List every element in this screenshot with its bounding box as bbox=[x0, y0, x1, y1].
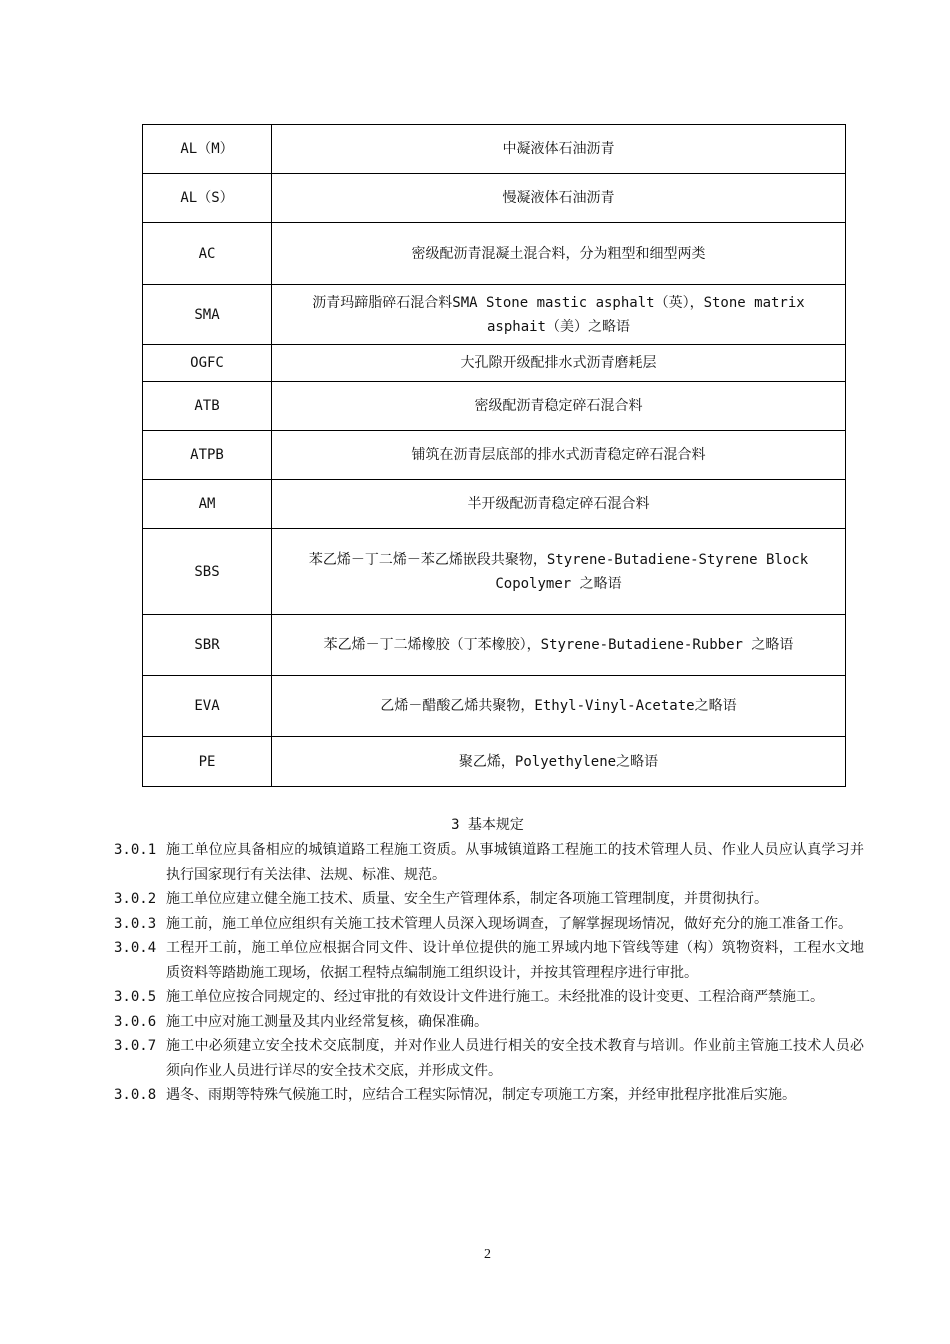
abbreviation-code: OGFC bbox=[143, 345, 272, 382]
abbreviation-description: 半开级配沥青稳定碎石混合料 bbox=[272, 480, 846, 529]
clause-number: 3.0.7 bbox=[114, 1038, 157, 1054]
table-row bbox=[143, 382, 846, 431]
abbreviation-table bbox=[142, 124, 846, 787]
table-row bbox=[143, 345, 846, 382]
clause-item bbox=[114, 1083, 864, 1108]
clause-text: 施工单位应具备相应的城镇道路工程施工资质。从事城镇道路工程施工的技术管理人员、作业人员应认真学习并执行国家现行有关法律、法规、标准、规范。 bbox=[166, 842, 864, 883]
clause-number: 3.0.5 bbox=[114, 989, 157, 1005]
abbreviation-code: ATPB bbox=[143, 431, 272, 480]
abbreviation-description: 苯乙烯－丁二烯－苯乙烯嵌段共聚物，Styrene-Butadiene-Styrene Block Copolymer 之略语 bbox=[272, 529, 846, 615]
abbreviation-code: AL（S） bbox=[143, 174, 272, 223]
abbreviation-description: 聚乙烯，Polyethylene之略语 bbox=[272, 737, 846, 787]
abbreviation-description: 沥青玛蹄脂碎石混合料SMA Stone mastic asphalt（英），Stone matrix asphait（美）之略语 bbox=[272, 285, 846, 345]
table-row bbox=[143, 125, 846, 174]
table-row bbox=[143, 285, 846, 345]
abbreviation-description: 中凝液体石油沥青 bbox=[272, 125, 846, 174]
clause-item bbox=[114, 1010, 864, 1035]
table-row bbox=[143, 615, 846, 676]
abbreviation-code: EVA bbox=[143, 676, 272, 737]
table-row bbox=[143, 223, 846, 285]
abbreviation-description: 密级配沥青稳定碎石混合料 bbox=[272, 382, 846, 431]
abbreviation-code: SBR bbox=[143, 615, 272, 676]
clause-number: 3.0.2 bbox=[114, 891, 157, 907]
table-row bbox=[143, 676, 846, 737]
clause-item bbox=[114, 1034, 864, 1083]
abbreviation-table-body bbox=[143, 125, 846, 787]
clause-item bbox=[114, 887, 864, 912]
clause-item bbox=[114, 985, 864, 1010]
clause-number: 3.0.6 bbox=[114, 1013, 157, 1030]
abbreviation-description: 乙烯－醋酸乙烯共聚物，Ethyl-Vinyl-Acetate之略语 bbox=[272, 676, 846, 737]
clause-text: 工程开工前，施工单位应根据合同文件、设计单位提供的施工界域内地下管线等建（构）筑物资料，工程水文地质资料等踏勘施工现场，依据工程特点编制施工组织设计，并按其管理程序进行审批。 bbox=[166, 940, 864, 981]
abbreviation-code: AL（M） bbox=[143, 125, 272, 174]
clause-text: 遇冬、雨期等特殊气候施工时，应结合工程实际情况，制定专项施工方案，并经审批程序批准后实施。 bbox=[166, 1087, 796, 1103]
abbreviation-description: 慢凝液体石油沥青 bbox=[272, 174, 846, 223]
table-row bbox=[143, 431, 846, 480]
clause-text: 施工单位应按合同规定的、经过审批的有效设计文件进行施工。未经批准的设计变更、工程洽商严禁施工。 bbox=[166, 989, 824, 1005]
clause-number: 3.0.4 bbox=[114, 940, 157, 956]
clause-number: 3.0.1 bbox=[114, 842, 157, 858]
clause-item bbox=[114, 936, 864, 985]
clause-item bbox=[114, 912, 864, 937]
abbreviation-code: PE bbox=[143, 737, 272, 787]
table-row bbox=[143, 174, 846, 223]
page-number: 2 bbox=[484, 1247, 491, 1262]
table-row bbox=[143, 529, 846, 615]
clause-text: 施工单位应建立健全施工技术、质量、安全生产管理体系，制定各项施工管理制度，并贯彻执行。 bbox=[166, 891, 768, 907]
clause-number: 3.0.8 bbox=[114, 1087, 157, 1103]
abbreviation-code: ATB bbox=[143, 382, 272, 431]
clause-text: 施工中必须建立安全技术交底制度，并对作业人员进行相关的安全技术教育与培训。作业前主管施工技术人员必须向作业人员进行详尽的安全技术交底，并形成文件。 bbox=[166, 1038, 864, 1079]
section-title: 3 基本规定 bbox=[451, 817, 524, 833]
clause-list bbox=[114, 838, 864, 1108]
clause-item bbox=[114, 838, 864, 887]
abbreviation-description: 苯乙烯－丁二烯橡胶（丁苯橡胶），Styrene-Butadiene-Rubber 之略语 bbox=[272, 615, 846, 676]
abbreviation-code: SBS bbox=[143, 529, 272, 615]
abbreviation-description: 大孔隙开级配排水式沥青磨耗层 bbox=[272, 345, 846, 382]
abbreviation-description: 密级配沥青混凝土混合料，分为粗型和细型两类 bbox=[272, 223, 846, 285]
clause-text: 施工中应对施工测量及其内业经常复核，确保准确。 bbox=[166, 1013, 488, 1030]
clause-number: 3.0.3 bbox=[114, 915, 157, 932]
abbreviation-code: SMA bbox=[143, 285, 272, 345]
table-row bbox=[143, 737, 846, 787]
abbreviation-code: AM bbox=[143, 480, 272, 529]
table-row bbox=[143, 480, 846, 529]
abbreviation-description: 铺筑在沥青层底部的排水式沥青稳定碎石混合料 bbox=[272, 431, 846, 480]
clause-text: 施工前，施工单位应组织有关施工技术管理人员深入现场调查，了解掌握现场情况，做好充分的施工准备工作。 bbox=[166, 915, 852, 932]
abbreviation-code: AC bbox=[143, 223, 272, 285]
